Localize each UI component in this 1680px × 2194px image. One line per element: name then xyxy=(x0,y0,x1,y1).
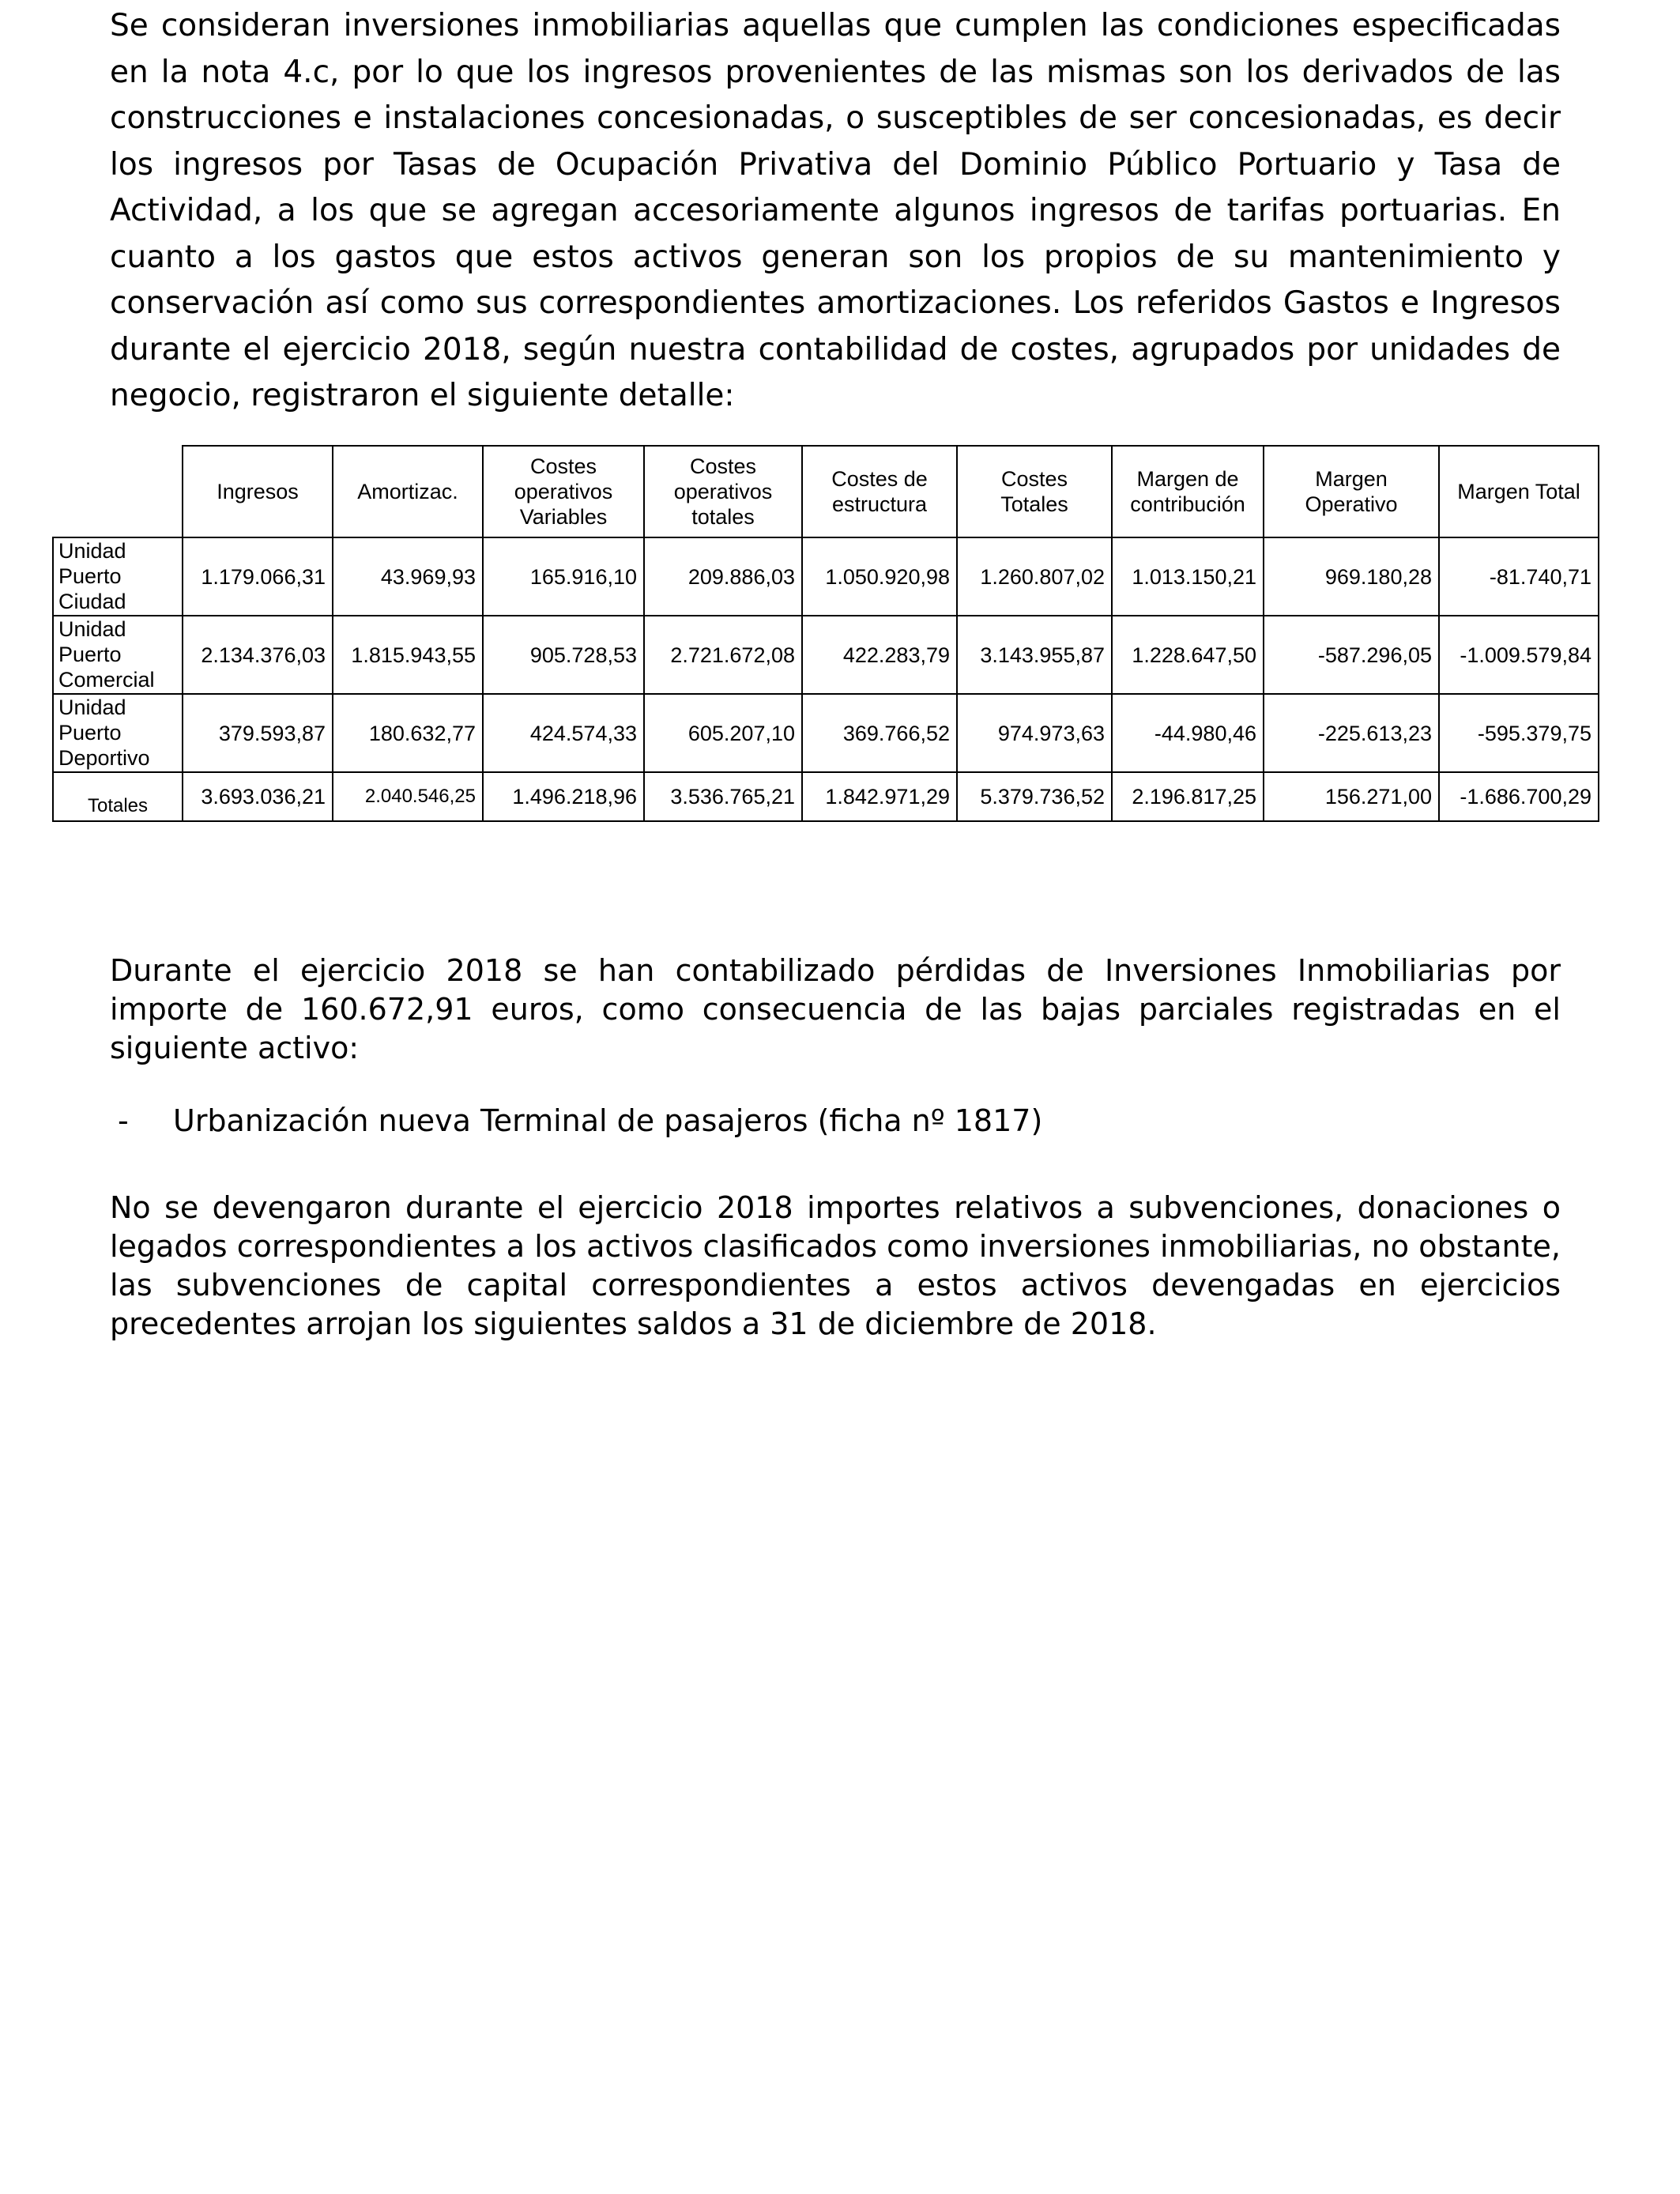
losses-paragraph: Durante el ejercicio 2018 se han contabilizado pérdidas de Inversiones Inmobiliarias por importe de 160.672,91 euros, como consecuencia de las bajas parciales registradas en el siguiente activo: xyxy=(110,953,1561,1065)
table-cell: 1.228.647,50 xyxy=(1112,616,1264,694)
header-margen-operativo: Margen Operativo xyxy=(1264,446,1439,537)
header-costes-operativos-variables: Costes operativos Variables xyxy=(483,446,644,537)
header-margen-total: Margen Total xyxy=(1439,446,1599,537)
table-cell: 424.574,33 xyxy=(483,694,644,772)
bullet-dash: - xyxy=(118,1103,129,1138)
table-cell: -1.686.700,29 xyxy=(1439,772,1599,821)
table-cell: 1.050.920,98 xyxy=(802,537,957,616)
table-cell: -44.980,46 xyxy=(1112,694,1264,772)
table-row xyxy=(53,616,1599,694)
header-costes-estructura: Costes de estructura xyxy=(802,446,957,537)
table-cell: 1.496.218,96 xyxy=(483,772,644,821)
header-costes-operativos-totales: Costes operativos totales xyxy=(644,446,802,537)
table-cell: 974.973,63 xyxy=(957,694,1112,772)
header-margen-contribucion: Margen de contribución xyxy=(1112,446,1264,537)
table-cell: -225.613,23 xyxy=(1264,694,1439,772)
header-ingresos: Ingresos xyxy=(183,446,333,537)
table-row xyxy=(53,694,1599,772)
table-cell: 2.721.672,08 xyxy=(644,616,802,694)
table-cell: -81.740,71 xyxy=(1439,537,1599,616)
table-cell: 3.693.036,21 xyxy=(183,772,333,821)
header-corner xyxy=(53,446,183,537)
table-row xyxy=(53,537,1599,616)
header-amortizacion: Amortizac. xyxy=(333,446,483,537)
table-cell: 165.916,10 xyxy=(483,537,644,616)
table-cell: -595.379,75 xyxy=(1439,694,1599,772)
table-cell: 1.260.807,02 xyxy=(957,537,1112,616)
table-cell: 2.040.546,25 xyxy=(333,772,483,821)
table-cell: 156.271,00 xyxy=(1264,772,1439,821)
table-cell: -1.009.579,84 xyxy=(1439,616,1599,694)
totals-label: Totales xyxy=(53,772,183,821)
table-cell: 1.179.066,31 xyxy=(183,537,333,616)
table-cell: 5.379.736,52 xyxy=(957,772,1112,821)
table-cell: 2.134.376,03 xyxy=(183,616,333,694)
header-costes-totales: Costes Totales xyxy=(957,446,1112,537)
table-header-row xyxy=(53,446,1599,537)
table-cell: 3.536.765,21 xyxy=(644,772,802,821)
table-cell: 969.180,28 xyxy=(1264,537,1439,616)
table-cell: 1.013.150,21 xyxy=(1112,537,1264,616)
table-cell: 43.969,93 xyxy=(333,537,483,616)
row-label-puerto-ciudad: Unidad Puerto Ciudad xyxy=(53,537,183,616)
row-label-puerto-deportivo: Unidad Puerto Deportivo xyxy=(53,694,183,772)
table-cell: 2.196.817,25 xyxy=(1112,772,1264,821)
table-cell: 905.728,53 xyxy=(483,616,644,694)
row-label-puerto-comercial: Unidad Puerto Comercial xyxy=(53,616,183,694)
table-cell: 209.886,03 xyxy=(644,537,802,616)
table-cell: 1.842.971,29 xyxy=(802,772,957,821)
totals-row xyxy=(53,772,1599,821)
intro-paragraph: Se consideran inversiones inmobiliarias aquellas que cumplen las condiciones especificadas en la nota 4.c, por lo que los ingresos provenientes de las mismas son los derivados de las construcciones e instalaciones concesionadas, o susceptibles de ser concesionadas, es decir los ingresos por Tasas de Ocupación Privativa del Dominio Público Portuario y Tasa de Actividad, a los que se agregan accesoriamente algunos ingresos de tarifas portuarias. En cuanto a los gastos que estos activos generan son los propios de su mantenimiento y conservación así como sus correspondientes amortizaciones. Los referidos Gastos e Ingresos durante el ejercicio 2018, según nuestra contabilidad de costes, agrupados por unidades de negocio, registraron el siguiente detalle: xyxy=(110,8,1561,413)
bullet-text: Urbanización nueva Terminal de pasajeros (ficha nº 1817) xyxy=(173,1103,1043,1138)
subsidies-paragraph: No se devengaron durante el ejercicio 2018 importes relativos a subvenciones, donaciones o legados correspondientes a los activos clasificados como inversiones inmobiliarias, no obstante, las subvenciones de capital correspondientes a estos activos devengadas en ejercicios precedentes arrojan los siguientes saldos a 31 de diciembre de 2018. xyxy=(110,1190,1561,1341)
table-cell: -587.296,05 xyxy=(1264,616,1439,694)
table-cell: 379.593,87 xyxy=(183,694,333,772)
table-cell: 3.143.955,87 xyxy=(957,616,1112,694)
table-cell: 369.766,52 xyxy=(802,694,957,772)
table-cell: 605.207,10 xyxy=(644,694,802,772)
cost-income-table xyxy=(52,445,1599,822)
table-cell: 422.283,79 xyxy=(802,616,957,694)
table-cell: 180.632,77 xyxy=(333,694,483,772)
table-cell: 1.815.943,55 xyxy=(333,616,483,694)
